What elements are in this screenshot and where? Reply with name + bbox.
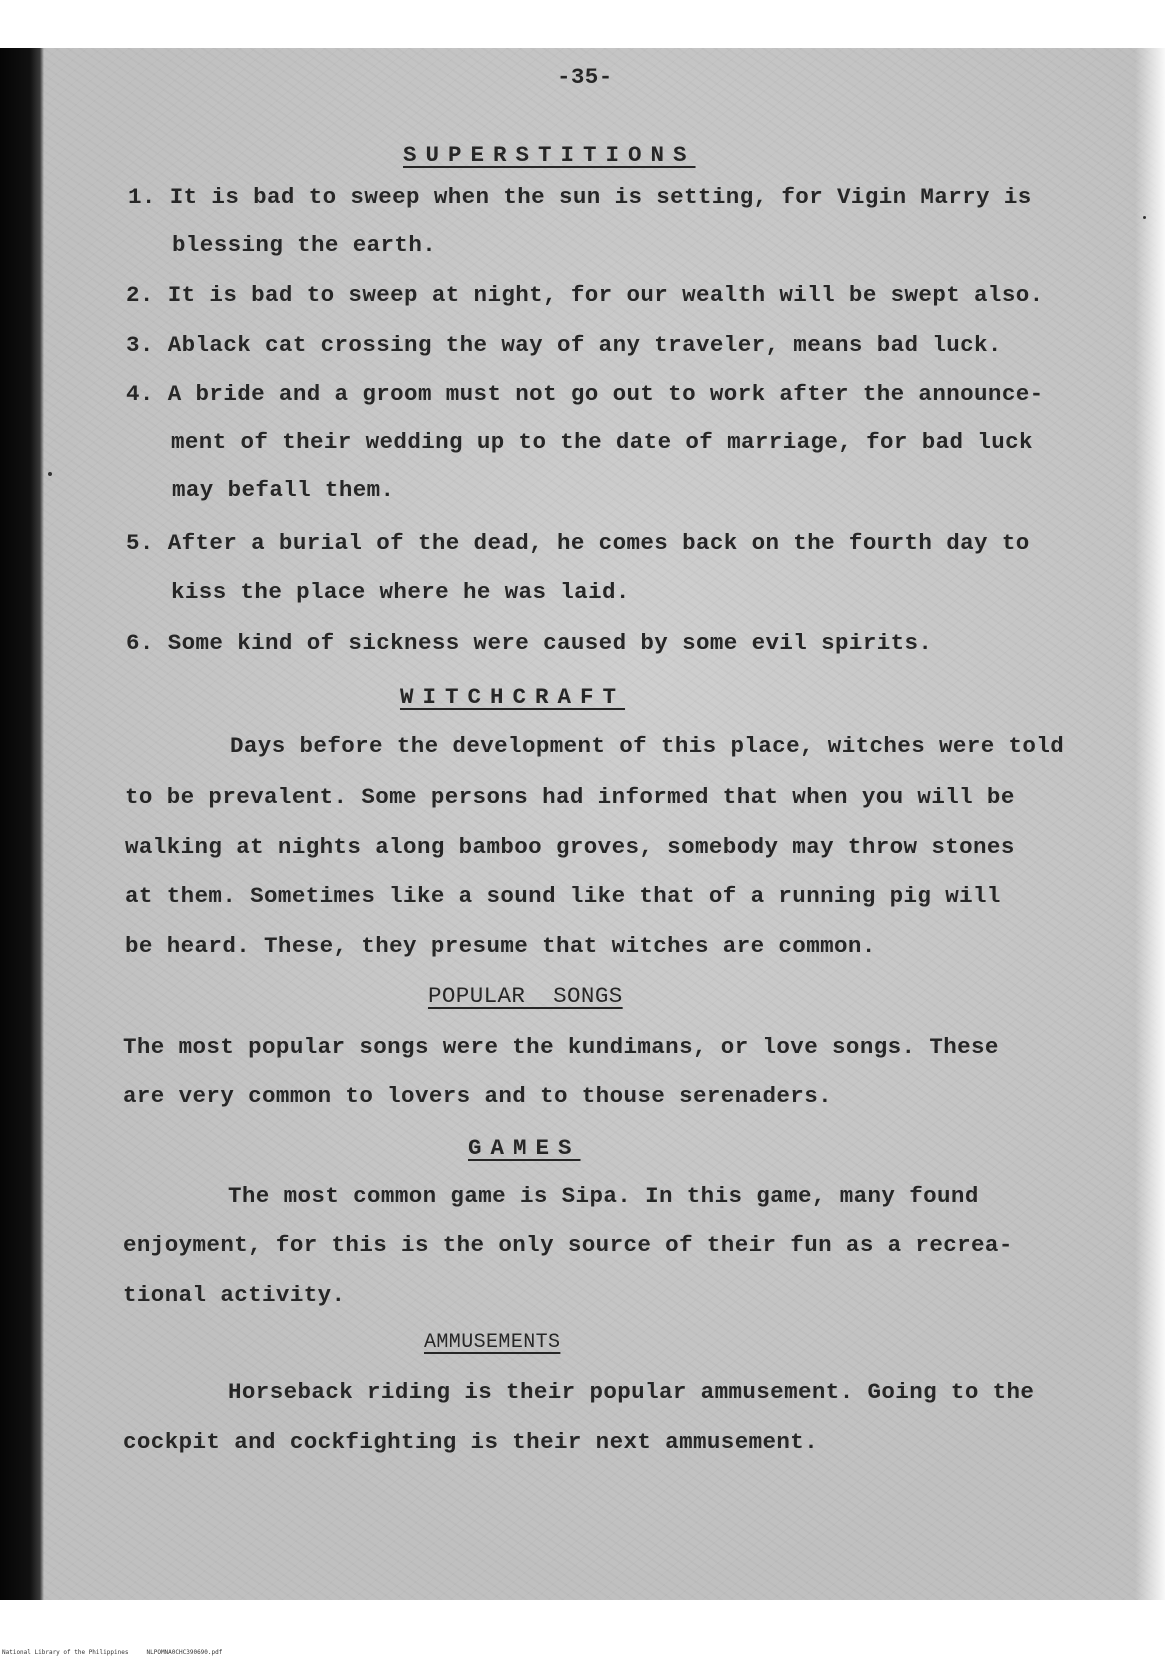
scanned-page-background	[0, 48, 1165, 1600]
page-number: -35-	[557, 64, 613, 90]
footer-library: National Library of the Philippines	[2, 1649, 129, 1656]
superstition-line: blessing the earth.	[172, 232, 437, 258]
games-line: The most common game is Sipa. In this game, many found	[228, 1183, 979, 1209]
superstition-line: 3. Ablack cat crossing the way of any traveler, means bad luck.	[126, 332, 1002, 358]
ammusements-line: Horseback riding is their popular ammusement. Going to the	[228, 1379, 1035, 1405]
superstition-line: ment of their wedding up to the date of marriage, for bad luck	[171, 429, 1033, 455]
scan-footer	[2, 1649, 222, 1656]
superstition-line: 1. It is bad to sweep when the sun is setting, for Vigin Marry is	[128, 184, 1032, 210]
ammusements-line: cockpit and cockfighting is their next ammusement.	[123, 1429, 819, 1455]
superstitions-heading: SUPERSTITIONS	[403, 142, 696, 168]
witchcraft-line: to be prevalent. Some persons had informed that when you will be	[125, 784, 1015, 810]
popular-songs-line: are very common to lovers and to thouse serenaders.	[123, 1083, 833, 1109]
superstition-line: 4. A bride and a groom must not go out to work after the announce-	[126, 381, 1044, 407]
ammusements-heading: AMMUSEMENTS	[424, 1331, 561, 1354]
superstition-line: may befall them.	[172, 477, 395, 503]
games-line: tional activity.	[123, 1282, 346, 1308]
games-heading: GAMES	[468, 1135, 581, 1161]
witchcraft-line: walking at nights along bamboo groves, somebody may throw stones	[125, 834, 1015, 860]
footer-file: NLPOMNA0CHC390690.pdf	[146, 1649, 223, 1656]
scan-speck	[48, 472, 52, 476]
games-line: enjoyment, for this is the only source of their fun as a recrea-	[123, 1232, 1013, 1258]
witchcraft-line: be heard. These, they presume that witches are common.	[125, 933, 876, 959]
superstition-line: kiss the place where he was laid.	[171, 579, 630, 605]
popular-songs-line: The most popular songs were the kundimans, or love songs. These	[123, 1034, 999, 1060]
superstition-line: 2. It is bad to sweep at night, for our wealth will be swept also.	[126, 282, 1044, 308]
scan-left-shadow	[0, 48, 44, 1600]
superstition-line: 6. Some kind of sickness were caused by some evil spirits.	[126, 630, 933, 656]
witchcraft-heading: WITCHCRAFT	[400, 684, 626, 710]
scan-right-edge	[1135, 48, 1165, 1600]
popular-songs-heading: POPULAR SONGS	[428, 983, 623, 1009]
superstition-line: 5. After a burial of the dead, he comes back on the fourth day to	[126, 530, 1030, 556]
witchcraft-line: at them. Sometimes like a sound like that of a running pig will	[125, 883, 1001, 909]
scan-speck	[1143, 216, 1146, 219]
witchcraft-line: Days before the development of this place, witches were told	[230, 733, 1065, 759]
